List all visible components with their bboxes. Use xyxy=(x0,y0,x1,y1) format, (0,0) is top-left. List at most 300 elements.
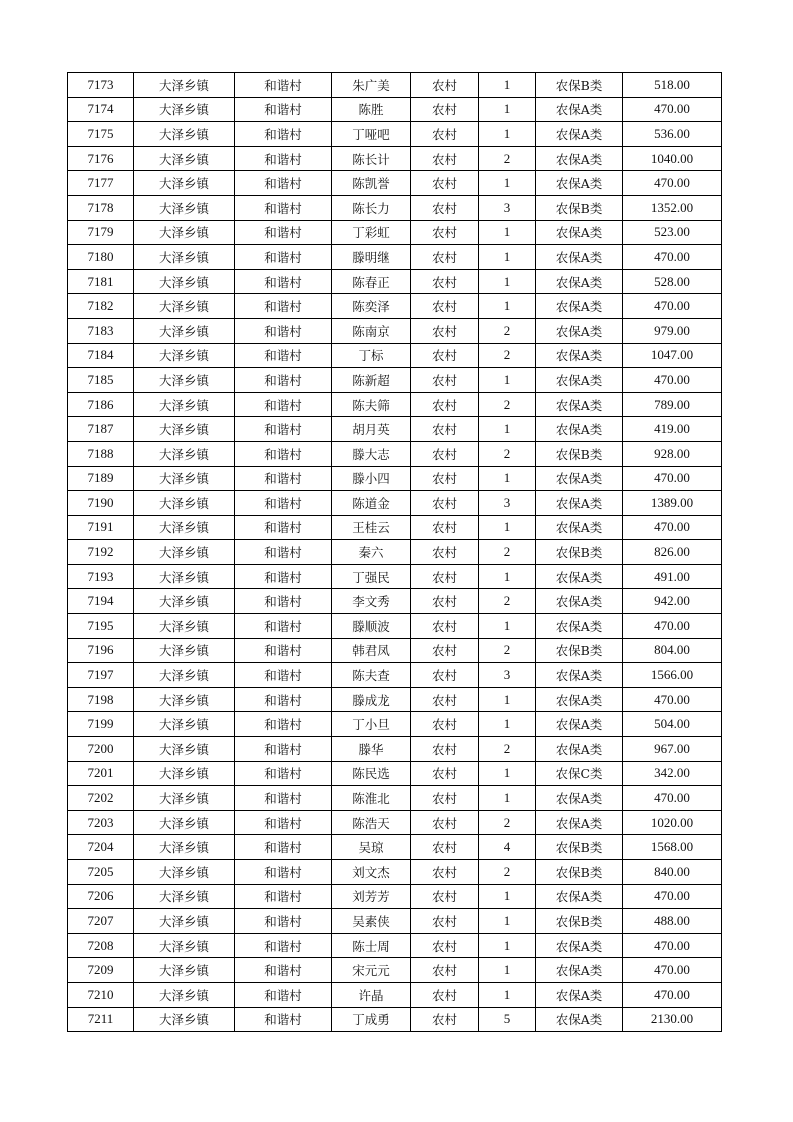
township-cell: 大泽乡镇 xyxy=(134,491,235,516)
household-type-cell: 农村 xyxy=(411,638,479,663)
amount-cell: 1568.00 xyxy=(623,835,722,860)
household-type-cell: 农村 xyxy=(411,687,479,712)
table-row xyxy=(68,392,722,417)
household-size-cell: 3 xyxy=(479,663,536,688)
insurance-category-cell: 农保B类 xyxy=(536,909,623,934)
household-size-cell: 2 xyxy=(479,540,536,565)
insurance-category-cell: 农保A类 xyxy=(536,589,623,614)
township-cell: 大泽乡镇 xyxy=(134,466,235,491)
serial-number-cell: 7209 xyxy=(68,958,134,983)
insurance-category-cell: 农保A类 xyxy=(536,171,623,196)
township-cell: 大泽乡镇 xyxy=(134,663,235,688)
insurance-category-cell: 农保A类 xyxy=(536,737,623,762)
name-cell: 王桂云 xyxy=(332,515,411,540)
insurance-category-cell: 农保A类 xyxy=(536,294,623,319)
township-cell: 大泽乡镇 xyxy=(134,958,235,983)
name-cell: 陈士周 xyxy=(332,933,411,958)
village-cell: 和谐村 xyxy=(235,982,332,1007)
table-row xyxy=(68,982,722,1007)
amount-cell: 789.00 xyxy=(623,392,722,417)
insurance-category-cell: 农保B类 xyxy=(536,540,623,565)
insurance-category-cell: 农保A类 xyxy=(536,884,623,909)
household-type-cell: 农村 xyxy=(411,195,479,220)
table-row xyxy=(68,614,722,639)
table-row xyxy=(68,122,722,147)
insurance-category-cell: 农保A类 xyxy=(536,466,623,491)
serial-number-cell: 7187 xyxy=(68,417,134,442)
serial-number-cell: 7205 xyxy=(68,860,134,885)
amount-cell: 1352.00 xyxy=(623,195,722,220)
township-cell: 大泽乡镇 xyxy=(134,687,235,712)
serial-number-cell: 7190 xyxy=(68,491,134,516)
name-cell: 丁彩虹 xyxy=(332,220,411,245)
township-cell: 大泽乡镇 xyxy=(134,737,235,762)
household-type-cell: 农村 xyxy=(411,97,479,122)
serial-number-cell: 7176 xyxy=(68,146,134,171)
serial-number-cell: 7189 xyxy=(68,466,134,491)
serial-number-cell: 7202 xyxy=(68,786,134,811)
insurance-category-cell: 农保A类 xyxy=(536,614,623,639)
village-cell: 和谐村 xyxy=(235,318,332,343)
village-cell: 和谐村 xyxy=(235,638,332,663)
insurance-category-cell: 农保A类 xyxy=(536,663,623,688)
name-cell: 滕华 xyxy=(332,737,411,762)
amount-cell: 491.00 xyxy=(623,564,722,589)
data-table xyxy=(67,72,722,1032)
household-type-cell: 农村 xyxy=(411,171,479,196)
household-type-cell: 农村 xyxy=(411,466,479,491)
amount-cell: 470.00 xyxy=(623,245,722,270)
village-cell: 和谐村 xyxy=(235,466,332,491)
name-cell: 陈胜 xyxy=(332,97,411,122)
township-cell: 大泽乡镇 xyxy=(134,835,235,860)
household-size-cell: 1 xyxy=(479,368,536,393)
household-type-cell: 农村 xyxy=(411,564,479,589)
amount-cell: 967.00 xyxy=(623,737,722,762)
household-type-cell: 农村 xyxy=(411,220,479,245)
table-row xyxy=(68,491,722,516)
table-row xyxy=(68,195,722,220)
table-row xyxy=(68,245,722,270)
name-cell: 陈凯誉 xyxy=(332,171,411,196)
household-type-cell: 农村 xyxy=(411,860,479,885)
household-size-cell: 1 xyxy=(479,97,536,122)
village-cell: 和谐村 xyxy=(235,860,332,885)
serial-number-cell: 7192 xyxy=(68,540,134,565)
name-cell: 陈道金 xyxy=(332,491,411,516)
table-row xyxy=(68,269,722,294)
insurance-category-cell: 农保B类 xyxy=(536,835,623,860)
amount-cell: 470.00 xyxy=(623,466,722,491)
household-size-cell: 1 xyxy=(479,73,536,98)
amount-cell: 2130.00 xyxy=(623,1007,722,1032)
serial-number-cell: 7184 xyxy=(68,343,134,368)
amount-cell: 1040.00 xyxy=(623,146,722,171)
township-cell: 大泽乡镇 xyxy=(134,712,235,737)
name-cell: 丁哑吧 xyxy=(332,122,411,147)
amount-cell: 1389.00 xyxy=(623,491,722,516)
household-size-cell: 1 xyxy=(479,761,536,786)
table-row xyxy=(68,737,722,762)
household-size-cell: 1 xyxy=(479,564,536,589)
amount-cell: 942.00 xyxy=(623,589,722,614)
name-cell: 滕顺波 xyxy=(332,614,411,639)
household-size-cell: 2 xyxy=(479,860,536,885)
insurance-category-cell: 农保B类 xyxy=(536,441,623,466)
table-row xyxy=(68,958,722,983)
household-size-cell: 2 xyxy=(479,737,536,762)
table-row xyxy=(68,835,722,860)
name-cell: 陈新超 xyxy=(332,368,411,393)
table-row xyxy=(68,171,722,196)
household-type-cell: 农村 xyxy=(411,761,479,786)
name-cell: 丁标 xyxy=(332,343,411,368)
table-row xyxy=(68,540,722,565)
insurance-category-cell: 农保A类 xyxy=(536,687,623,712)
insurance-category-cell: 农保A类 xyxy=(536,515,623,540)
household-type-cell: 农村 xyxy=(411,884,479,909)
township-cell: 大泽乡镇 xyxy=(134,515,235,540)
village-cell: 和谐村 xyxy=(235,540,332,565)
household-size-cell: 4 xyxy=(479,835,536,860)
amount-cell: 928.00 xyxy=(623,441,722,466)
serial-number-cell: 7173 xyxy=(68,73,134,98)
village-cell: 和谐村 xyxy=(235,614,332,639)
table-row xyxy=(68,318,722,343)
name-cell: 宋元元 xyxy=(332,958,411,983)
village-cell: 和谐村 xyxy=(235,343,332,368)
township-cell: 大泽乡镇 xyxy=(134,368,235,393)
name-cell: 胡月英 xyxy=(332,417,411,442)
township-cell: 大泽乡镇 xyxy=(134,220,235,245)
table-row xyxy=(68,441,722,466)
name-cell: 陈南京 xyxy=(332,318,411,343)
household-type-cell: 农村 xyxy=(411,982,479,1007)
household-size-cell: 3 xyxy=(479,195,536,220)
village-cell: 和谐村 xyxy=(235,220,332,245)
insurance-category-cell: 农保A类 xyxy=(536,245,623,270)
name-cell: 丁成勇 xyxy=(332,1007,411,1032)
amount-cell: 470.00 xyxy=(623,786,722,811)
amount-cell: 979.00 xyxy=(623,318,722,343)
insurance-category-cell: 农保C类 xyxy=(536,761,623,786)
township-cell: 大泽乡镇 xyxy=(134,761,235,786)
name-cell: 滕大志 xyxy=(332,441,411,466)
amount-cell: 488.00 xyxy=(623,909,722,934)
amount-cell: 470.00 xyxy=(623,958,722,983)
village-cell: 和谐村 xyxy=(235,737,332,762)
household-size-cell: 1 xyxy=(479,417,536,442)
village-cell: 和谐村 xyxy=(235,1007,332,1032)
table-row xyxy=(68,810,722,835)
village-cell: 和谐村 xyxy=(235,909,332,934)
household-type-cell: 农村 xyxy=(411,417,479,442)
village-cell: 和谐村 xyxy=(235,810,332,835)
village-cell: 和谐村 xyxy=(235,491,332,516)
village-cell: 和谐村 xyxy=(235,933,332,958)
household-type-cell: 农村 xyxy=(411,958,479,983)
amount-cell: 504.00 xyxy=(623,712,722,737)
village-cell: 和谐村 xyxy=(235,663,332,688)
household-type-cell: 农村 xyxy=(411,909,479,934)
serial-number-cell: 7188 xyxy=(68,441,134,466)
name-cell: 陈春正 xyxy=(332,269,411,294)
insurance-category-cell: 农保A类 xyxy=(536,417,623,442)
township-cell: 大泽乡镇 xyxy=(134,884,235,909)
township-cell: 大泽乡镇 xyxy=(134,392,235,417)
amount-cell: 470.00 xyxy=(623,933,722,958)
village-cell: 和谐村 xyxy=(235,786,332,811)
serial-number-cell: 7198 xyxy=(68,687,134,712)
household-size-cell: 1 xyxy=(479,466,536,491)
household-type-cell: 农村 xyxy=(411,245,479,270)
table-row xyxy=(68,343,722,368)
household-size-cell: 1 xyxy=(479,294,536,319)
table-row xyxy=(68,589,722,614)
village-cell: 和谐村 xyxy=(235,122,332,147)
amount-cell: 470.00 xyxy=(623,982,722,1007)
household-type-cell: 农村 xyxy=(411,294,479,319)
serial-number-cell: 7191 xyxy=(68,515,134,540)
table-row xyxy=(68,884,722,909)
township-cell: 大泽乡镇 xyxy=(134,171,235,196)
name-cell: 陈夫查 xyxy=(332,663,411,688)
household-type-cell: 农村 xyxy=(411,515,479,540)
amount-cell: 826.00 xyxy=(623,540,722,565)
name-cell: 丁强民 xyxy=(332,564,411,589)
township-cell: 大泽乡镇 xyxy=(134,318,235,343)
township-cell: 大泽乡镇 xyxy=(134,269,235,294)
household-size-cell: 1 xyxy=(479,245,536,270)
table-row xyxy=(68,687,722,712)
insurance-category-cell: 农保A类 xyxy=(536,269,623,294)
amount-cell: 1047.00 xyxy=(623,343,722,368)
table-row xyxy=(68,1007,722,1032)
table-row xyxy=(68,761,722,786)
amount-cell: 470.00 xyxy=(623,97,722,122)
household-size-cell: 3 xyxy=(479,491,536,516)
household-size-cell: 1 xyxy=(479,786,536,811)
township-cell: 大泽乡镇 xyxy=(134,982,235,1007)
household-size-cell: 2 xyxy=(479,392,536,417)
table-row xyxy=(68,909,722,934)
township-cell: 大泽乡镇 xyxy=(134,564,235,589)
insurance-category-cell: 农保A类 xyxy=(536,712,623,737)
serial-number-cell: 7200 xyxy=(68,737,134,762)
table-row xyxy=(68,466,722,491)
household-type-cell: 农村 xyxy=(411,368,479,393)
household-size-cell: 1 xyxy=(479,933,536,958)
amount-cell: 1566.00 xyxy=(623,663,722,688)
household-size-cell: 1 xyxy=(479,958,536,983)
table-body xyxy=(68,73,722,1032)
amount-cell: 1020.00 xyxy=(623,810,722,835)
amount-cell: 342.00 xyxy=(623,761,722,786)
serial-number-cell: 7210 xyxy=(68,982,134,1007)
serial-number-cell: 7182 xyxy=(68,294,134,319)
table-row xyxy=(68,786,722,811)
township-cell: 大泽乡镇 xyxy=(134,786,235,811)
household-type-cell: 农村 xyxy=(411,122,479,147)
name-cell: 吴琼 xyxy=(332,835,411,860)
name-cell: 滕成龙 xyxy=(332,687,411,712)
insurance-category-cell: 农保B类 xyxy=(536,638,623,663)
name-cell: 朱广美 xyxy=(332,73,411,98)
household-type-cell: 农村 xyxy=(411,786,479,811)
household-type-cell: 农村 xyxy=(411,1007,479,1032)
township-cell: 大泽乡镇 xyxy=(134,122,235,147)
township-cell: 大泽乡镇 xyxy=(134,909,235,934)
insurance-category-cell: 农保A类 xyxy=(536,786,623,811)
amount-cell: 470.00 xyxy=(623,687,722,712)
township-cell: 大泽乡镇 xyxy=(134,540,235,565)
household-type-cell: 农村 xyxy=(411,491,479,516)
village-cell: 和谐村 xyxy=(235,73,332,98)
table-row xyxy=(68,564,722,589)
insurance-category-cell: 农保A类 xyxy=(536,122,623,147)
township-cell: 大泽乡镇 xyxy=(134,294,235,319)
serial-number-cell: 7194 xyxy=(68,589,134,614)
serial-number-cell: 7208 xyxy=(68,933,134,958)
household-size-cell: 2 xyxy=(479,638,536,663)
serial-number-cell: 7204 xyxy=(68,835,134,860)
serial-number-cell: 7180 xyxy=(68,245,134,270)
household-type-cell: 农村 xyxy=(411,73,479,98)
household-type-cell: 农村 xyxy=(411,441,479,466)
township-cell: 大泽乡镇 xyxy=(134,1007,235,1032)
name-cell: 秦六 xyxy=(332,540,411,565)
serial-number-cell: 7199 xyxy=(68,712,134,737)
household-type-cell: 农村 xyxy=(411,663,479,688)
table-row xyxy=(68,933,722,958)
table-row xyxy=(68,860,722,885)
name-cell: 陈夫筛 xyxy=(332,392,411,417)
table-row xyxy=(68,220,722,245)
household-type-cell: 农村 xyxy=(411,269,479,294)
household-size-cell: 5 xyxy=(479,1007,536,1032)
household-type-cell: 农村 xyxy=(411,589,479,614)
household-size-cell: 2 xyxy=(479,441,536,466)
amount-cell: 840.00 xyxy=(623,860,722,885)
name-cell: 韩君凤 xyxy=(332,638,411,663)
household-type-cell: 农村 xyxy=(411,933,479,958)
household-size-cell: 1 xyxy=(479,909,536,934)
amount-cell: 518.00 xyxy=(623,73,722,98)
amount-cell: 470.00 xyxy=(623,614,722,639)
village-cell: 和谐村 xyxy=(235,761,332,786)
amount-cell: 470.00 xyxy=(623,515,722,540)
amount-cell: 470.00 xyxy=(623,294,722,319)
insurance-category-cell: 农保A类 xyxy=(536,220,623,245)
amount-cell: 528.00 xyxy=(623,269,722,294)
serial-number-cell: 7197 xyxy=(68,663,134,688)
name-cell: 吴素侠 xyxy=(332,909,411,934)
township-cell: 大泽乡镇 xyxy=(134,417,235,442)
serial-number-cell: 7175 xyxy=(68,122,134,147)
name-cell: 陈长计 xyxy=(332,146,411,171)
household-type-cell: 农村 xyxy=(411,614,479,639)
village-cell: 和谐村 xyxy=(235,269,332,294)
township-cell: 大泽乡镇 xyxy=(134,810,235,835)
township-cell: 大泽乡镇 xyxy=(134,638,235,663)
insurance-category-cell: 农保B类 xyxy=(536,73,623,98)
household-size-cell: 2 xyxy=(479,810,536,835)
amount-cell: 470.00 xyxy=(623,171,722,196)
household-size-cell: 1 xyxy=(479,220,536,245)
township-cell: 大泽乡镇 xyxy=(134,614,235,639)
insurance-category-cell: 农保A类 xyxy=(536,933,623,958)
household-size-cell: 1 xyxy=(479,884,536,909)
table-row xyxy=(68,73,722,98)
village-cell: 和谐村 xyxy=(235,515,332,540)
township-cell: 大泽乡镇 xyxy=(134,589,235,614)
serial-number-cell: 7201 xyxy=(68,761,134,786)
name-cell: 滕小四 xyxy=(332,466,411,491)
household-size-cell: 1 xyxy=(479,712,536,737)
name-cell: 许晶 xyxy=(332,982,411,1007)
village-cell: 和谐村 xyxy=(235,392,332,417)
household-type-cell: 农村 xyxy=(411,737,479,762)
name-cell: 陈民选 xyxy=(332,761,411,786)
insurance-category-cell: 农保A类 xyxy=(536,1007,623,1032)
amount-cell: 419.00 xyxy=(623,417,722,442)
insurance-category-cell: 农保A类 xyxy=(536,146,623,171)
township-cell: 大泽乡镇 xyxy=(134,146,235,171)
serial-number-cell: 7193 xyxy=(68,564,134,589)
amount-cell: 523.00 xyxy=(623,220,722,245)
name-cell: 滕明继 xyxy=(332,245,411,270)
village-cell: 和谐村 xyxy=(235,368,332,393)
serial-number-cell: 7203 xyxy=(68,810,134,835)
insurance-category-cell: 农保A类 xyxy=(536,343,623,368)
village-cell: 和谐村 xyxy=(235,441,332,466)
household-type-cell: 农村 xyxy=(411,318,479,343)
village-cell: 和谐村 xyxy=(235,171,332,196)
amount-cell: 804.00 xyxy=(623,638,722,663)
village-cell: 和谐村 xyxy=(235,294,332,319)
insurance-category-cell: 农保B类 xyxy=(536,195,623,220)
name-cell: 刘文杰 xyxy=(332,860,411,885)
serial-number-cell: 7186 xyxy=(68,392,134,417)
serial-number-cell: 7207 xyxy=(68,909,134,934)
table-row xyxy=(68,368,722,393)
table-row xyxy=(68,663,722,688)
household-size-cell: 1 xyxy=(479,171,536,196)
household-size-cell: 2 xyxy=(479,589,536,614)
insurance-category-cell: 农保A类 xyxy=(536,982,623,1007)
insurance-category-cell: 农保A类 xyxy=(536,810,623,835)
table-row xyxy=(68,417,722,442)
name-cell: 陈奕泽 xyxy=(332,294,411,319)
serial-number-cell: 7177 xyxy=(68,171,134,196)
village-cell: 和谐村 xyxy=(235,687,332,712)
insurance-category-cell: 农保A类 xyxy=(536,368,623,393)
township-cell: 大泽乡镇 xyxy=(134,441,235,466)
serial-number-cell: 7178 xyxy=(68,195,134,220)
township-cell: 大泽乡镇 xyxy=(134,343,235,368)
village-cell: 和谐村 xyxy=(235,245,332,270)
insurance-category-cell: 农保A类 xyxy=(536,564,623,589)
household-size-cell: 1 xyxy=(479,515,536,540)
table-row xyxy=(68,712,722,737)
table-row xyxy=(68,515,722,540)
serial-number-cell: 7206 xyxy=(68,884,134,909)
village-cell: 和谐村 xyxy=(235,417,332,442)
village-cell: 和谐村 xyxy=(235,835,332,860)
village-cell: 和谐村 xyxy=(235,884,332,909)
household-size-cell: 2 xyxy=(479,343,536,368)
household-type-cell: 农村 xyxy=(411,810,479,835)
